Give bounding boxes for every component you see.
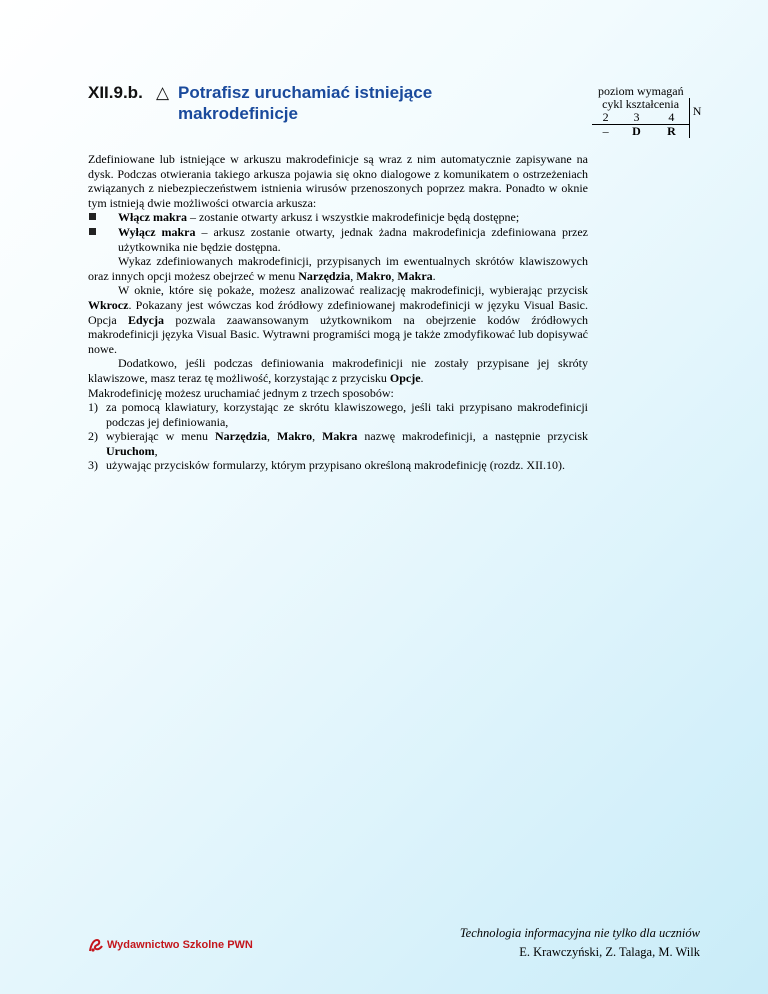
list-number: 2) <box>88 429 98 444</box>
level-value-4: R <box>654 125 690 139</box>
book-authors: E. Krawczyński, Z. Talaga, M. Wilk <box>519 945 700 959</box>
text: . <box>432 268 436 283</box>
level-value-3: D <box>632 124 641 138</box>
bullet-enable-macros <box>88 210 588 225</box>
cycle-3: 3 <box>619 111 654 125</box>
list-number: 1) <box>88 400 98 415</box>
triangle-icon: △ <box>156 83 170 102</box>
paragraph-run-methods: Makrodefinicję możesz uruchamiać jednym z trzech sposobów: <box>88 385 394 400</box>
requirements-level-table <box>592 85 704 138</box>
menu-makra: Makra <box>322 429 358 444</box>
section-title-line1: Potrafisz uruchamiać istniejące <box>178 83 433 102</box>
paragraph-shortcuts <box>88 356 588 385</box>
button-name-opcje: Opcje <box>389 370 421 385</box>
publisher-name: Wydawnictwo Szkolne PWN <box>107 939 253 951</box>
cycle-4: 4 <box>654 111 690 125</box>
button-name-edycja: Edycja <box>128 312 164 327</box>
list-text: za pomocą klawiatury, korzystając ze skrótu klawiszowego, jeśli taki przypisano makrodefinicji podczas jej definiowania, <box>106 400 588 429</box>
levels-header: poziom wymagań <box>597 84 684 98</box>
enable-macros-label: Włącz makra <box>118 210 187 225</box>
bullet-text: – zostanie otwarty arkusz i wszystkie makrodefinicje będą dostępne; <box>186 210 520 225</box>
text: Dodatkowo, jeśli podczas definiowania makrodefinicji nie zostały przypisane jej skróty klawiszowe, masz teraz tę możliwość, korzystając z przycisku <box>88 356 588 385</box>
text: pozwala zaawansowanym użytkownikom na obejrzenie kodów źródłowych makrodefinicji języka Visual Basic. Wytrawni programiści mogą je także zmodyfikować lub dopisywać nowe. <box>88 312 588 356</box>
square-bullet-icon <box>89 228 96 235</box>
paragraph-window <box>88 283 588 356</box>
paragraph-macro-list <box>88 254 588 283</box>
list-item <box>88 429 588 458</box>
publisher-logo <box>88 937 253 953</box>
menu-makro: Makro <box>276 429 313 444</box>
text: . <box>420 370 424 385</box>
square-bullet-icon <box>89 213 96 220</box>
levels-subheader: cykl kształcenia <box>592 98 690 111</box>
text: W oknie, które się pokaże, możesz analizować realizację makrodefinicji, wybierając przycisk <box>118 283 588 298</box>
menu-makra: Makra <box>397 268 433 283</box>
bullet-text: – arkusz zostanie otwarty, jednak żadna makrodefinicja zdefiniowana przez użytkownika nie będzie dostępna. <box>118 224 588 254</box>
list-item <box>88 400 588 429</box>
menu-makro: Makro <box>356 268 392 283</box>
list-text: wybierając w menu <box>106 429 215 444</box>
paragraph-intro: Zdefiniowane lub istniejące w arkuszu makrodefinicje są wraz z nim automatycznie zapisywane na dysk. Podczas otwierania takiego arkusza pojawia się okno dialogowe z komunikatem o ostrzeżeniach związanych z niebezpieczeństwem istnienia wirusów przenoszonych poprzez makra. Ponadto w oknie tym istnieją dwie możliwości otwarcia arkusza: <box>88 152 588 210</box>
text: , <box>266 429 277 444</box>
book-credits <box>460 924 700 962</box>
text: , <box>350 268 357 283</box>
main-text <box>88 152 588 473</box>
disable-macros-label: Wyłącz makra <box>118 224 196 239</box>
text: Wykaz zdefiniowanych makrodefinicji, przypisanych im ewentualnych skrótów klawiszowych oraz innych opcji możesz obejrzeć w menu <box>88 254 588 283</box>
text: . Pokazany jest wówczas kod źródłowy zdefiniowanej makrodefinicji w języku Visual Basic. Opcja <box>88 297 588 327</box>
menu-narzedzia: Narzędzia <box>298 268 351 283</box>
level-n: N <box>692 103 702 118</box>
list-item <box>88 458 588 473</box>
level-value-2: – <box>602 124 609 138</box>
cycle-2: 2 <box>592 111 619 125</box>
button-name-wkrocz: Wkrocz <box>88 297 129 312</box>
section-heading <box>88 82 488 124</box>
list-number: 3) <box>88 458 98 473</box>
pwn-logo-icon <box>88 937 104 953</box>
bullet-disable-macros <box>88 225 588 254</box>
section-title-line2: makrodefinicje <box>178 104 298 123</box>
menu-narzedzia: Narzędzia <box>214 429 267 444</box>
button-name-uruchom: Uruchom <box>106 443 155 458</box>
text: , <box>312 429 323 444</box>
section-number: XII.9.b. <box>88 83 143 102</box>
text: nazwę makrodefinicji, a następnie przycisk <box>357 429 589 444</box>
text: , <box>154 443 158 458</box>
book-title: Technologia informacyjna nie tylko dla uczniów <box>459 926 700 940</box>
text: , <box>391 268 398 283</box>
list-text: używając przycisków formularzy, którym przypisano określoną makrodefinicję (rozdz. XII.10). <box>106 458 566 473</box>
